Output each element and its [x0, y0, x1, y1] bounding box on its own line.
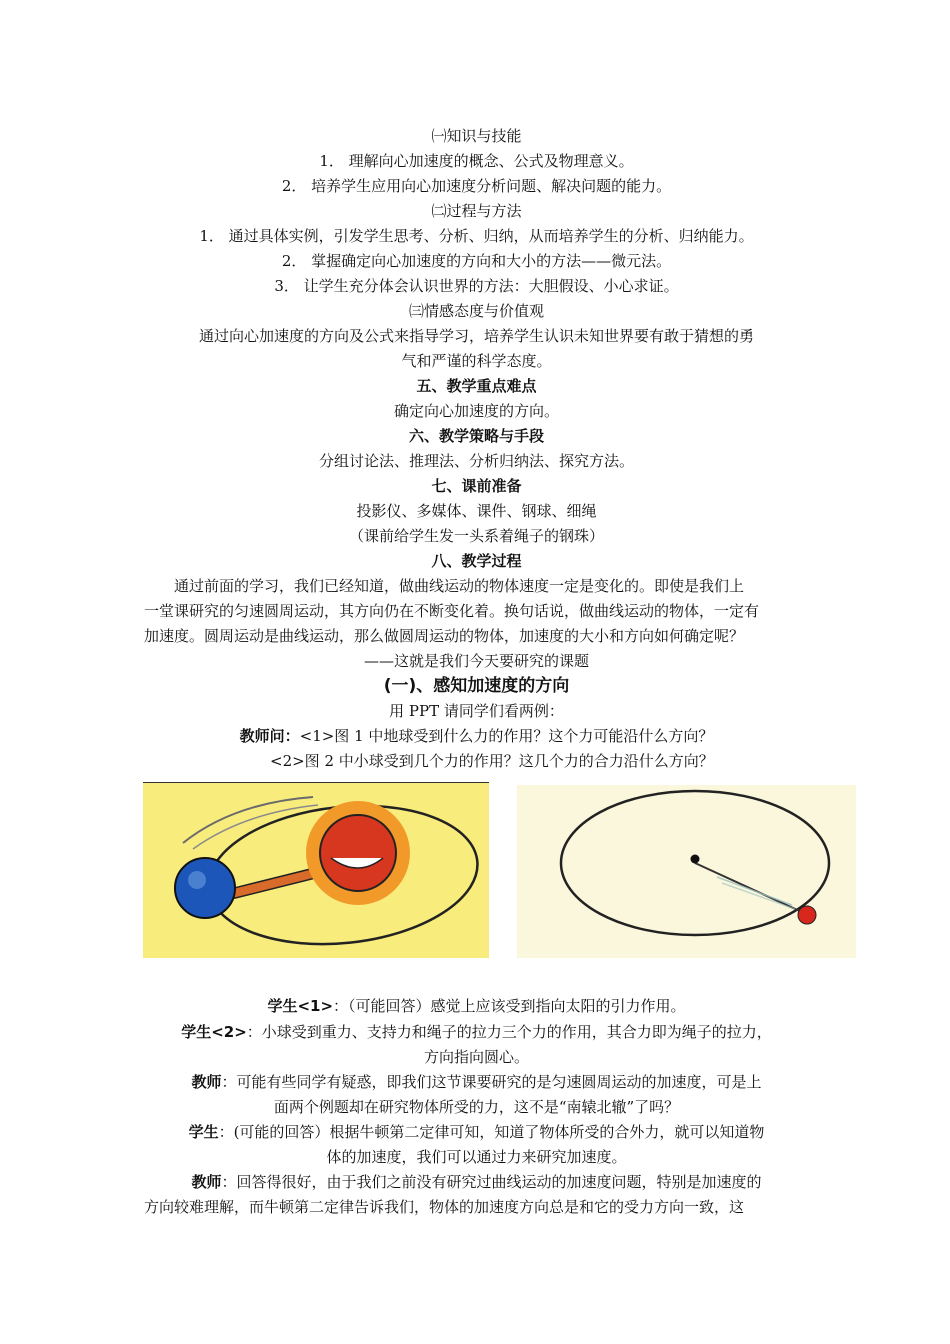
motion-streak — [717, 877, 792, 905]
figure1-earth-sun-illustration — [143, 783, 489, 958]
section5-heading: 五、教学重点难点 — [416, 377, 537, 395]
process-item-2: 2． 掌握确定向心加速度的方向和大小的方法——微元法。 — [281, 252, 672, 270]
process-item-3: 3． 让学生充分体会认识世界的方法：大胆假设、小心求证。 — [274, 277, 679, 295]
section7-text: 投影仪、多媒体、课件、钢球、细绳 — [356, 502, 597, 520]
teacher-question-1 — [144, 724, 809, 748]
teacher1-line-2: 面两个例题却在研究物体所受的力，这不是“南辕北辙”了吗？ — [273, 1098, 680, 1116]
teacher2-label: 教师 — [191, 1173, 222, 1191]
student1-text: ：（可能回答）感觉上应该受到指向太阳的引力作用。 — [333, 997, 686, 1015]
motion-streak — [722, 883, 795, 909]
ball-string-drawing — [517, 785, 856, 958]
motion-streak — [193, 805, 318, 849]
student3-label: 学生 — [188, 1123, 219, 1141]
section7-note: （课前给学生发一头系着绳子的钢珠） — [348, 527, 604, 545]
section6-text: 分组讨论法、推理法、分析归纳法、探究方法。 — [318, 452, 634, 470]
pivot-point — [691, 855, 700, 864]
teacher2-text-1: ：回答得很好，由于我们之前没有研究过曲线运动的加速度问题，特别是加速度的 — [221, 1173, 762, 1191]
section5-text: 确定向心加速度的方向。 — [393, 402, 559, 420]
student3-line-2: 体的加速度，我们可以通过力来研究加速度。 — [326, 1148, 627, 1166]
knowledge-item-2: 2． 培养学生应用向心加速度分析问题、解决问题的能力。 — [281, 177, 672, 195]
section7-heading: 七、课前准备 — [431, 477, 522, 495]
student1-label: 学生<1> — [267, 997, 334, 1015]
student2-answer-line-2: 方向指向圆心。 — [423, 1048, 529, 1066]
teacher-question-label: 教师问： — [239, 727, 300, 745]
intro-line-4: ——这就是我们今天要研究的课题 — [363, 652, 589, 670]
figure2-ball-on-string-illustration — [517, 785, 856, 958]
earth-highlight — [188, 871, 206, 889]
intro-line-3: 加速度。圆周运动是曲线运动，那么做圆周运动的物体，加速度的大小和方向如何确定呢？ — [144, 627, 745, 645]
sub-heading: (一)、感知加速度的方向 — [383, 676, 570, 696]
teacher1-line-1 — [144, 1070, 809, 1094]
process-heading: ㈡过程与方法 — [431, 202, 522, 220]
attitude-text-line-2: 气和严谨的科学态度。 — [401, 352, 552, 370]
sun-body — [320, 815, 396, 891]
section8-heading: 八、教学过程 — [431, 552, 522, 570]
attitude-heading: ㈢情感态度与价值观 — [408, 302, 544, 320]
section6-heading: 六、教学策略与手段 — [408, 427, 544, 445]
student2-answer-line-1 — [144, 1020, 809, 1044]
teacher-question-2: <2>图 2 中小球受到几个力的作用？这几个力的合力沿什么方向？ — [270, 752, 714, 770]
student3-text-1: ：(可能的回答）根据牛顿第二定律可知，知道了物体所受的合外力，就可以知道物 — [218, 1123, 765, 1141]
earth-body — [175, 858, 235, 918]
string-line — [695, 863, 804, 913]
student1-answer — [144, 994, 809, 1018]
red-ball-icon — [798, 906, 816, 924]
teacher-question-1-text: <1>图 1 中地球受到什么力的作用？这个力可能沿什么方向？ — [299, 727, 714, 745]
knowledge-item-1: 1． 理解向心加速度的概念、公式及物理意义。 — [319, 152, 634, 170]
intro-line-1: 通过前面的学习，我们已经知道，做曲线运动的物体速度一定是变化的。即使是我们上 — [174, 577, 745, 595]
earth-icon — [175, 858, 235, 918]
intro-line-2: 一堂课研究的匀速圆周运动，其方向仍在不断变化着。换句话说，做曲线运动的物体，一定有 — [144, 602, 760, 620]
knowledge-heading: ㈠知识与技能 — [431, 127, 522, 145]
student3-line-1 — [144, 1120, 809, 1144]
earth-sun-drawing — [143, 783, 489, 958]
teacher1-text-1: ：可能有些同学有疑惑，即我们这节课要研究的是匀速圆周运动的加速度，可是上 — [221, 1073, 762, 1091]
teacher2-line-1 — [144, 1170, 809, 1194]
sun-icon — [306, 801, 410, 905]
ppt-line: 用 PPT 请同学们看两例： — [389, 702, 564, 720]
student2-label: 学生<2> — [181, 1023, 247, 1041]
student2-text-1: ：小球受到重力、支持力和绳子的拉力三个力的作用，其合力即为绳子的拉力， — [246, 1023, 772, 1041]
process-item-1: 1． 通过具体实例，引发学生思考、分析、归纳，从而培养学生的分析、归纳能力。 — [199, 227, 754, 245]
teacher2-line-2: 方向较难理解，而牛顿第二定律告诉我们，物体的加速度方向总是和它的受力方向一致，这 — [144, 1198, 745, 1216]
attitude-text-line-1: 通过向心加速度的方向及公式来指导学习，培养学生认识未知世界要有敢于猜想的勇 — [198, 327, 754, 345]
teacher1-label: 教师 — [191, 1073, 222, 1091]
